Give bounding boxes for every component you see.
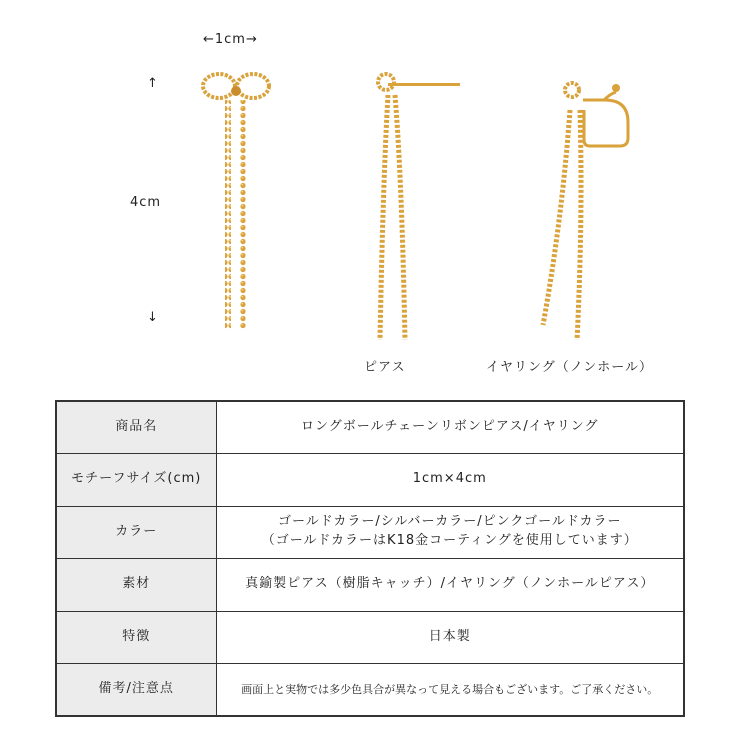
- color-note-text: （ゴールドカラーはK18金コーティングを使用しています）: [261, 533, 638, 549]
- height-dimension-label: 4cm: [130, 195, 162, 210]
- spec-label-product-name: 商品名: [56, 401, 216, 454]
- spec-value-notes: 画面上と実物では多少色具合が異なって見える場合もございます。ご了承ください。: [216, 664, 684, 717]
- spec-value-feature: 日本製: [216, 611, 684, 664]
- table-row: [56, 454, 684, 507]
- down-arrow-icon: ↓: [147, 310, 159, 325]
- spec-label-motif-size: モチーフサイズ(cm): [56, 454, 216, 507]
- earring-caption: イヤリング（ノンホール）: [486, 360, 653, 375]
- table-row: [56, 559, 684, 612]
- spec-value-material: 真鍮製ピアス（樹脂キャッチ）/イヤリング（ノンホールピアス）: [216, 559, 684, 612]
- table-row: [56, 506, 684, 559]
- pierce-caption: ピアス: [364, 360, 406, 375]
- spec-value-color: [216, 506, 684, 559]
- spec-label-feature: 特徴: [56, 611, 216, 664]
- bow-earring-front: [203, 74, 269, 330]
- spec-value-product-name: ロングボールチェーンリボンピアス/イヤリング: [216, 401, 684, 454]
- pierce-earring-side: [378, 74, 460, 340]
- table-row: [56, 664, 684, 717]
- spec-label-notes: 備考/注意点: [56, 664, 216, 717]
- color-options-text: ゴールドカラー/シルバーカラー/ピンクゴールドカラー: [278, 514, 622, 530]
- spec-label-material: 素材: [56, 559, 216, 612]
- table-row: [56, 401, 684, 454]
- spec-value-motif-size: 1cm×4cm: [216, 454, 684, 507]
- table-row: [56, 611, 684, 664]
- spec-label-color: カラー: [56, 506, 216, 559]
- spec-table: [55, 400, 685, 717]
- up-arrow-icon: ↑: [147, 76, 159, 91]
- clip-earring-side: [543, 83, 628, 340]
- width-dimension-label: ←1cm→: [203, 32, 258, 47]
